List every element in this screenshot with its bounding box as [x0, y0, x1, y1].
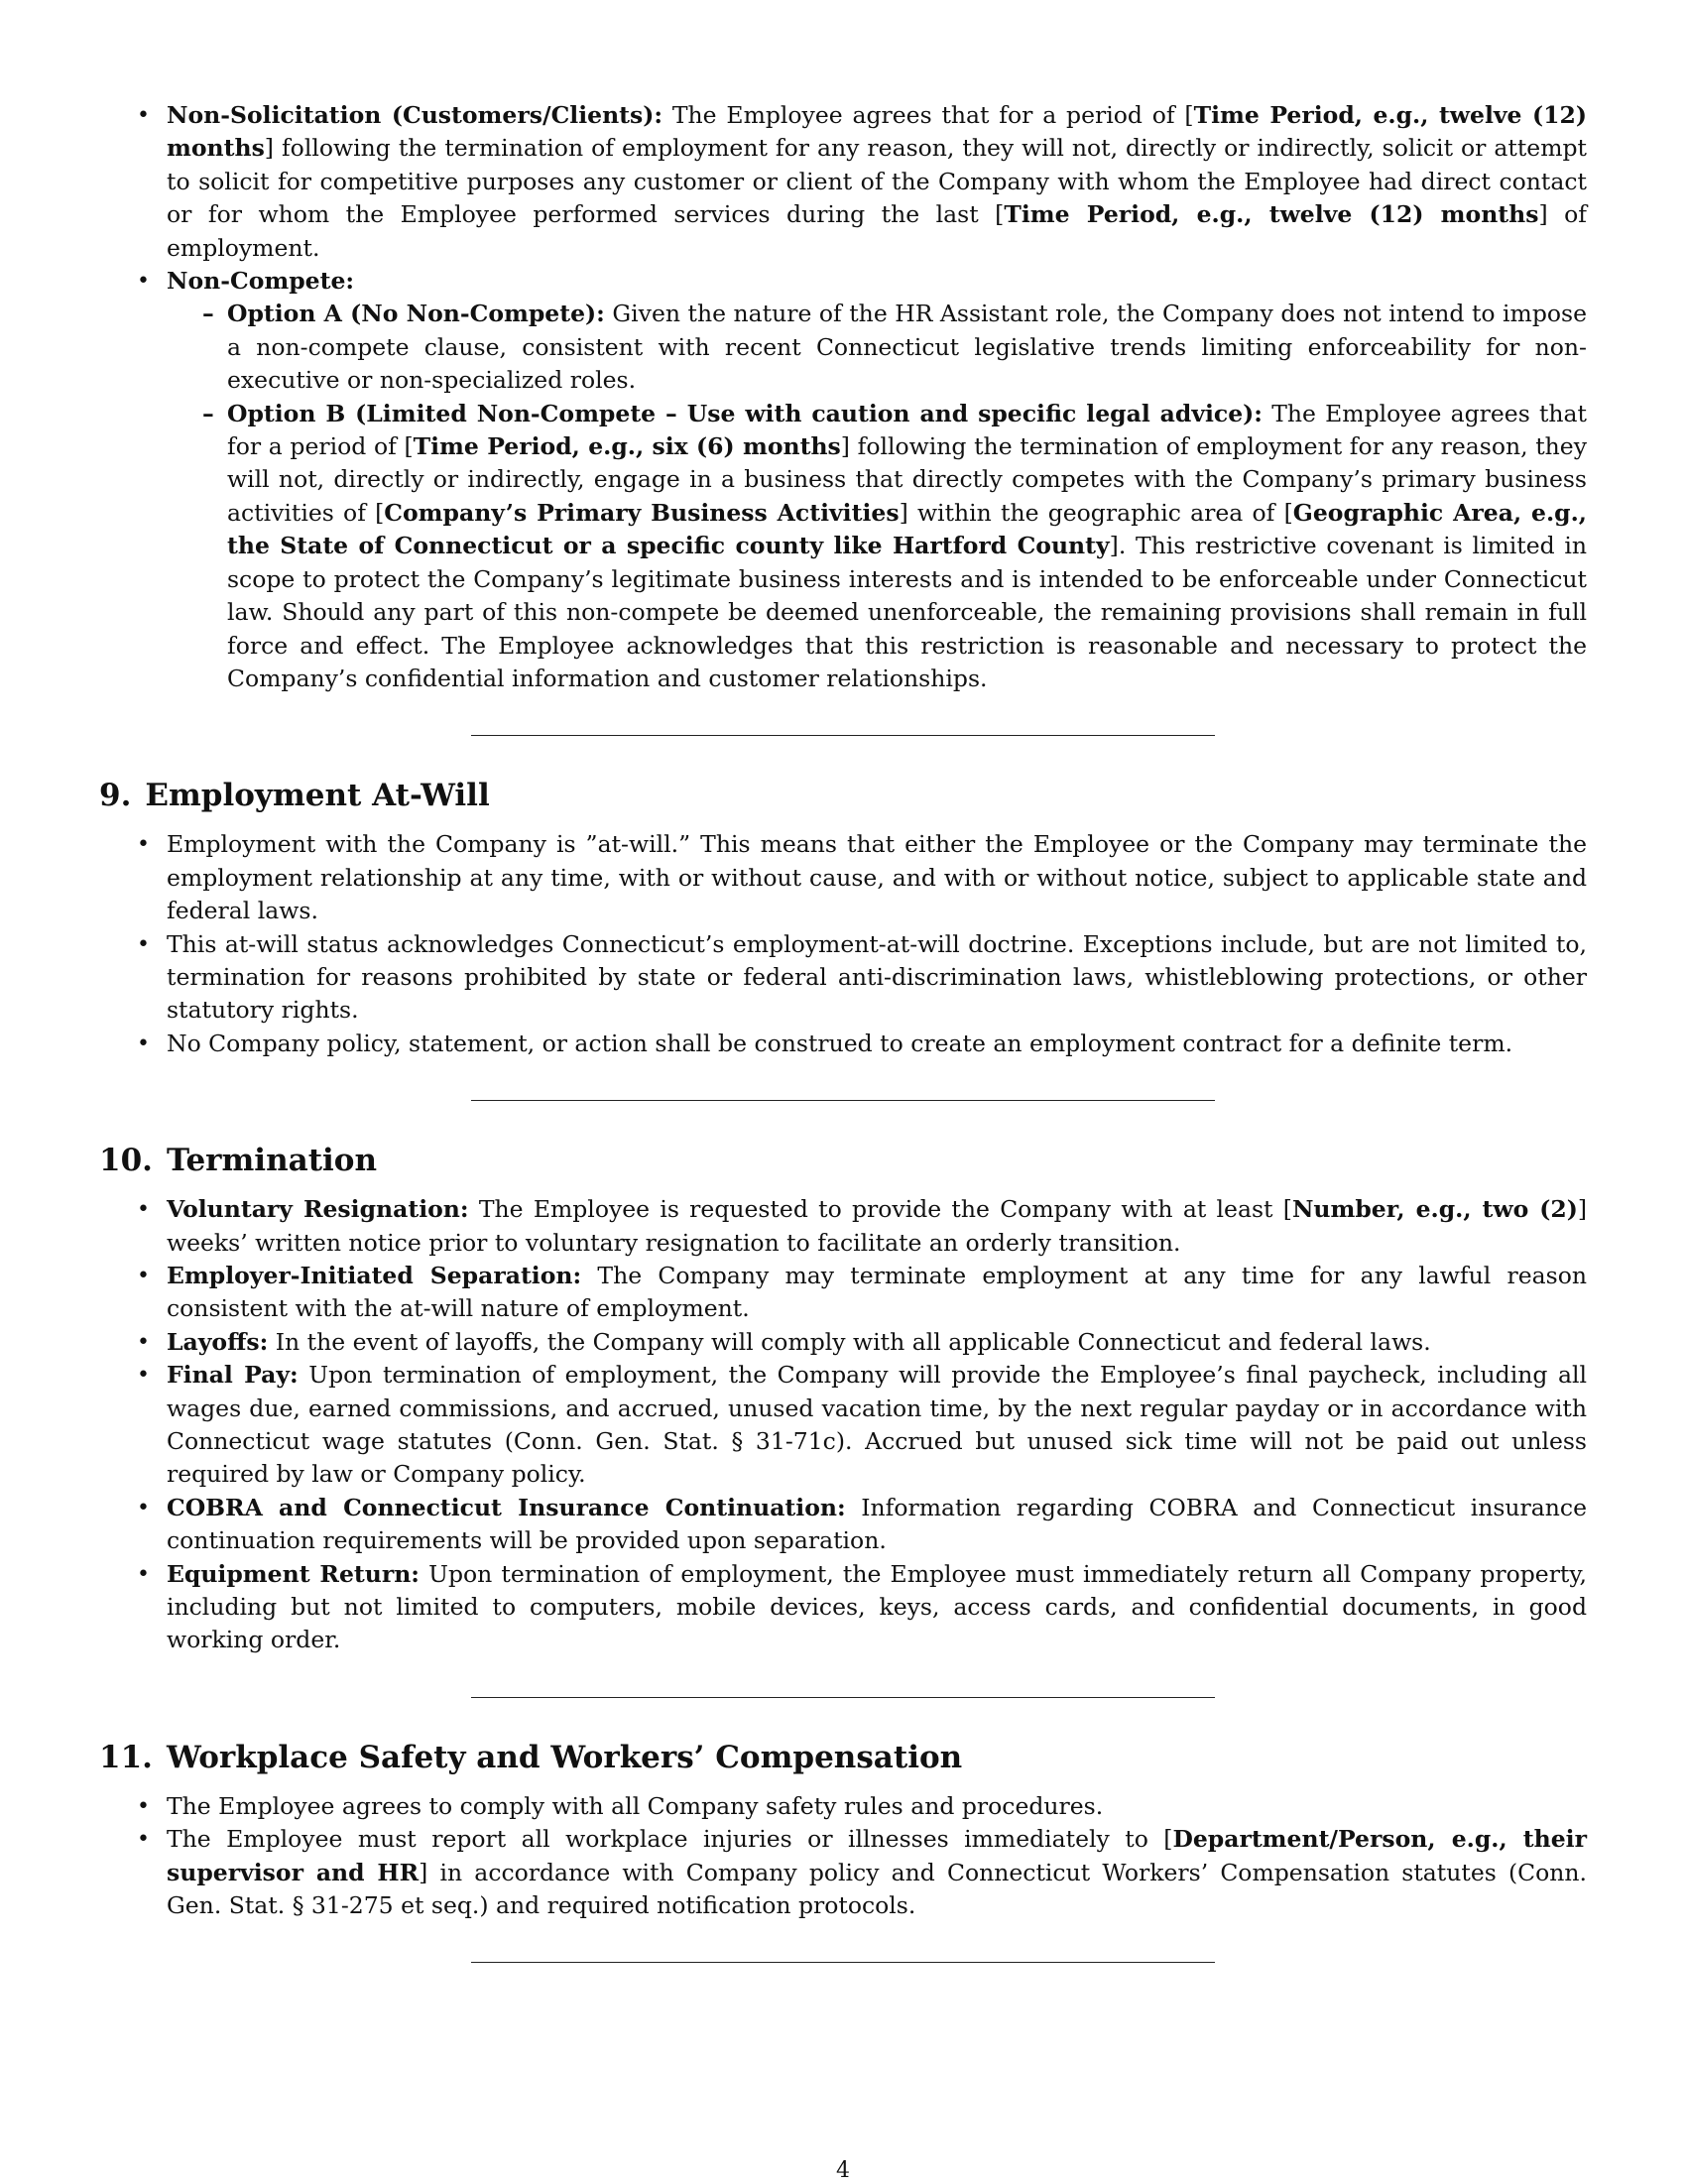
safety-list — [99, 1790, 1587, 1923]
list-item: • Employment with the Company is ”at-will.” This means that either the Employee or the Company may terminate the employment relationship at any time, with or without cause, and with or without notice, subject to applicable state and federal laws. — [99, 828, 1587, 927]
list-item: • The Employee agrees to comply with all Company safety rules and procedures. — [99, 1790, 1587, 1823]
text: ] following the termination of employment for any reason, they will not, directly or indirectly, solicit or attempt to solicit for competitive purposes any customer or client of the Company with whom the Employee had direct contact or for whom the Employee performed services during the last [ — [167, 134, 1587, 229]
text: ] weeks’ written notice prior to voluntary resignation to facilitate an orderly transition. — [167, 1195, 1588, 1257]
text: Upon termination of employment, the Company will provide the Employee’s final paycheck, including all wages due, earned commissions, and accrued, unused vacation time, by the next regular payday or in accordance with Connecticut wage statutes (Conn. Gen. Stat. § 31-71c). Accrued but unused sick time will not be paid out unless required by law or Company policy. — [167, 1361, 1587, 1489]
section-divider — [471, 1100, 1215, 1101]
list-item-layoffs — [99, 1326, 1587, 1359]
list-item-equipment-return — [99, 1558, 1587, 1657]
option-a — [167, 298, 1587, 397]
text: ] of employment. — [167, 200, 1587, 262]
list-item: • This at-will status acknowledges Connecticut’s employment-at-will doctrine. Exceptions include, but are not limited to, termination for reasons prohibited by state or federal anti-discrimination laws, whistleblowing protections, or other statutory rights. — [99, 928, 1587, 1028]
item-label: Layoffs: — [167, 1327, 269, 1356]
at-will-list — [99, 828, 1587, 1060]
text: ]. This restrictive covenant is limited in scope to protect the Company’s legitimate business interests and is intended to be enforceable under Connecticut law. Should any part of this non-compete be deemed unenforceable, the remaining provisions shall remain in full force and effect. The Employee acknowledges that this restriction is reasonable and necessary to protect the Company’s confidential information and customer relationships. — [227, 532, 1587, 692]
section-title: Employment At-Will — [145, 778, 490, 814]
list-item — [99, 1823, 1587, 1922]
page-number: 4 — [836, 2158, 850, 2183]
placeholder-geographic-area: Geographic Area, e.g., the State of Connecticut or a specific county like Hartford County — [227, 498, 1587, 560]
document-page — [99, 99, 1587, 1963]
text: ] within the geographic area of [ — [899, 498, 1293, 527]
section-divider — [471, 1962, 1215, 1963]
section-title: Workplace Safety and Workers’ Compensation — [166, 1739, 963, 1775]
item-label: Employer-Initiated Separation: — [167, 1261, 582, 1289]
list-item-cobra — [99, 1492, 1587, 1558]
section-heading-9 — [99, 776, 1587, 815]
option-b-label: Option B (Limited Non-Compete – Use with caution and specific legal advice): — [227, 399, 1263, 427]
item-label: COBRA and Connecticut Insurance Continuation: — [167, 1493, 846, 1521]
option-a-label: Option A (No Non-Compete): — [227, 300, 605, 328]
text: ] in accordance with Company policy and Connecticut Workers’ Compensation statutes (Conn. Gen. Stat. § 31-275 et seq.) and required notification protocols. — [167, 1858, 1587, 1920]
text: Information regarding COBRA and Connecticut insurance continuation requirements will be provided upon separation. — [167, 1493, 1587, 1555]
section-number: 10. — [99, 1143, 153, 1179]
text: The Employee agrees that for a period of [ — [227, 399, 1587, 461]
non-compete-options — [167, 298, 1587, 695]
placeholder-time-period: Time Period, e.g., six (6) months — [413, 432, 841, 461]
termination-list — [99, 1193, 1587, 1657]
section-number: 9. — [99, 778, 132, 814]
placeholder-department-person: Department/Person, e.g., their supervisor and HR — [167, 1825, 1587, 1886]
list-item: • No Company policy, statement, or action shall be construed to create an employment contract for a definite term. — [99, 1028, 1587, 1060]
restrictive-covenants-list — [99, 99, 1587, 695]
section-title: Termination — [166, 1143, 378, 1179]
section-number: 11. — [99, 1739, 153, 1775]
text: Upon termination of employment, the Employee must immediately return all Company property, including but not limited to computers, mobile devices, keys, access cards, and confidential documents, in good working order. — [167, 1559, 1587, 1654]
section-divider — [471, 1697, 1215, 1698]
option-b — [167, 398, 1587, 696]
list-item-voluntary-resignation — [99, 1193, 1587, 1260]
text: The Employee agrees that for a period of [ — [662, 101, 1194, 129]
placeholder-notice-weeks: Number, e.g., two (2) — [1291, 1195, 1578, 1224]
text: The Employee must report all workplace injuries or illnesses immediately to [ — [167, 1825, 1173, 1854]
placeholder-time-period: Time Period, e.g., twelve (12) months — [167, 101, 1587, 163]
non-compete-label: Non-Compete: — [167, 267, 355, 296]
placeholder-business-activities: Company’s Primary Business Activities — [384, 498, 900, 527]
list-item-final-pay — [99, 1359, 1587, 1492]
text: The Company may terminate employment at any time for any lawful reason consistent with the at-will nature of employment. — [167, 1261, 1587, 1323]
text: The Employee is requested to provide the Company with at least [ — [468, 1195, 1292, 1224]
text: In the event of layoffs, the Company will comply with all applicable Connecticut and federal laws. — [268, 1327, 1431, 1356]
section-heading-10 — [99, 1141, 1587, 1180]
item-label: Final Pay: — [167, 1361, 299, 1390]
section-divider — [471, 735, 1215, 736]
section-heading-11 — [99, 1738, 1587, 1777]
text: Given the nature of the HR Assistant role, the Company does not intend to impose a non-compete clause, consistent with recent Connecticut legislative trends limiting enforceability for non-executive or non-specialized roles. — [227, 300, 1588, 395]
list-item-non-compete — [99, 265, 1587, 695]
text: ] following the termination of employment for any reason, they will not, directly or indirectly, engage in a business that directly competes with the Company’s primary business activities of [ — [227, 432, 1587, 527]
item-label: Voluntary Resignation: — [167, 1195, 469, 1224]
list-item-employer-separation — [99, 1260, 1587, 1326]
non-solicitation-label: Non-Solicitation (Customers/Clients): — [167, 101, 663, 129]
list-item-non-solicitation — [99, 99, 1587, 265]
placeholder-time-period: Time Period, e.g., twelve (12) months — [1004, 200, 1539, 229]
item-label: Equipment Return: — [167, 1559, 420, 1588]
